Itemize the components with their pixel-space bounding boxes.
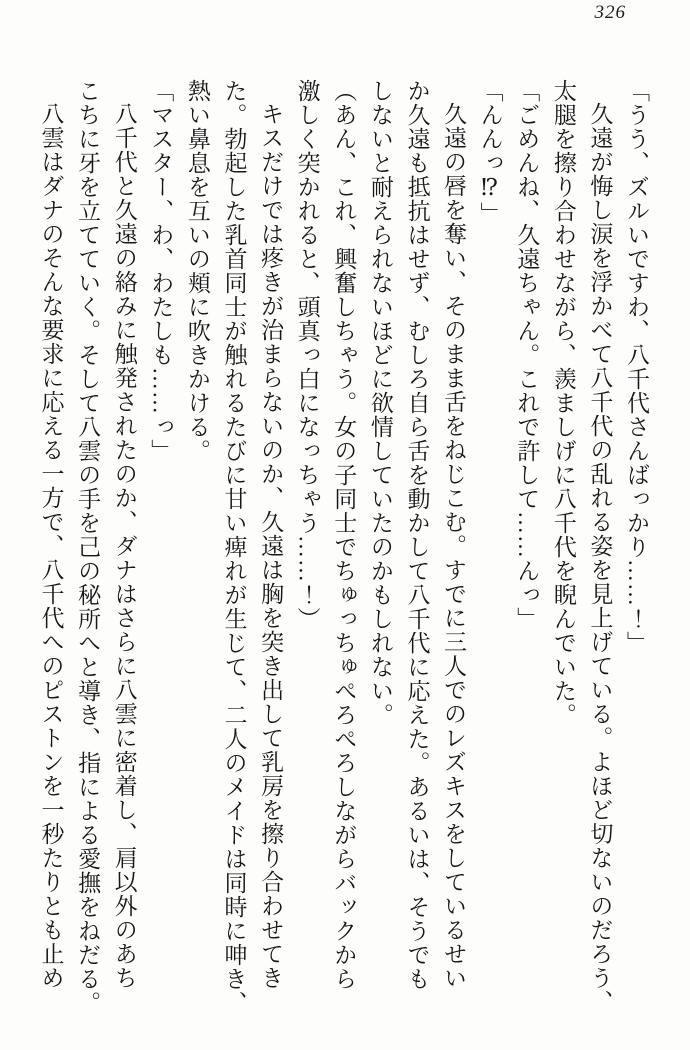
text-line-9: （あん、これ、興奮しちゃう。女の子同士でちゅっちゅぺろぺろしながらバックから — [331, 79, 357, 991]
text-line-2: 久遠が悔し涙を浮かべて八千代の乱れる姿を見上げている。よほど切ないのだろう、 — [587, 102, 613, 1014]
text-line-8: しないと耐えられないほどに欲情していたのかもしれない。 — [367, 79, 393, 727]
text-line-10: 激しく突かれると、頭真っ白になっちゃう……！） — [294, 79, 320, 631]
text-line-4: 「ごめんね、久遠ちゃん。これで許して……んっ」 — [514, 79, 540, 631]
page-number: 326 — [594, 2, 626, 23]
text-line-15: 八千代と久遠の絡みに触発されたのか、ダナはさらに八雲に密着し、肩以外のあち — [111, 102, 137, 990]
text-line-11: キスだけでは疼きが治まらないのか、久遠は胸を突き出して乳房を擦り合わせてき — [258, 102, 284, 990]
text-line-14: 「マスター、わ、わたしも……っ」 — [148, 79, 174, 463]
text-line-12: た。勃起した乳首同士が触れるたびに甘い痺れが生じて、二人のメイドは同時に呻き、 — [221, 79, 247, 1015]
text-line-1: 「うう、ズルいですわ、八千代さんばっかり……！」 — [624, 79, 649, 655]
text-line-3: 太腿を擦り合わせながら、羨ましげに八千代を睨んでいた。 — [550, 79, 576, 727]
text-area — [30, 79, 654, 1031]
text-line-6: 久遠の唇を奪い、そのまま舌をねじこむ。すでに三人でのレズキスをしているせい — [441, 102, 467, 990]
text-line-17: 八雲はダナのそんな要求に応える一方で、八千代へのピストンを一秒たりとも止め — [38, 102, 64, 990]
text-line-13: 熱い鼻息を互いの頬に吹きかける。 — [184, 79, 210, 463]
text-line-5: 「んんっ⁉」 — [477, 79, 503, 226]
text-line-7: か久遠も抵抗はせず、むしろ自ら舌を動かして八千代に応えた。あるいは、そうでも — [404, 79, 430, 991]
text-line-16: こちに牙を立てていく。そして八雲の手を己の秘所へと導き、指による愛撫をねだる。 — [75, 79, 101, 1015]
